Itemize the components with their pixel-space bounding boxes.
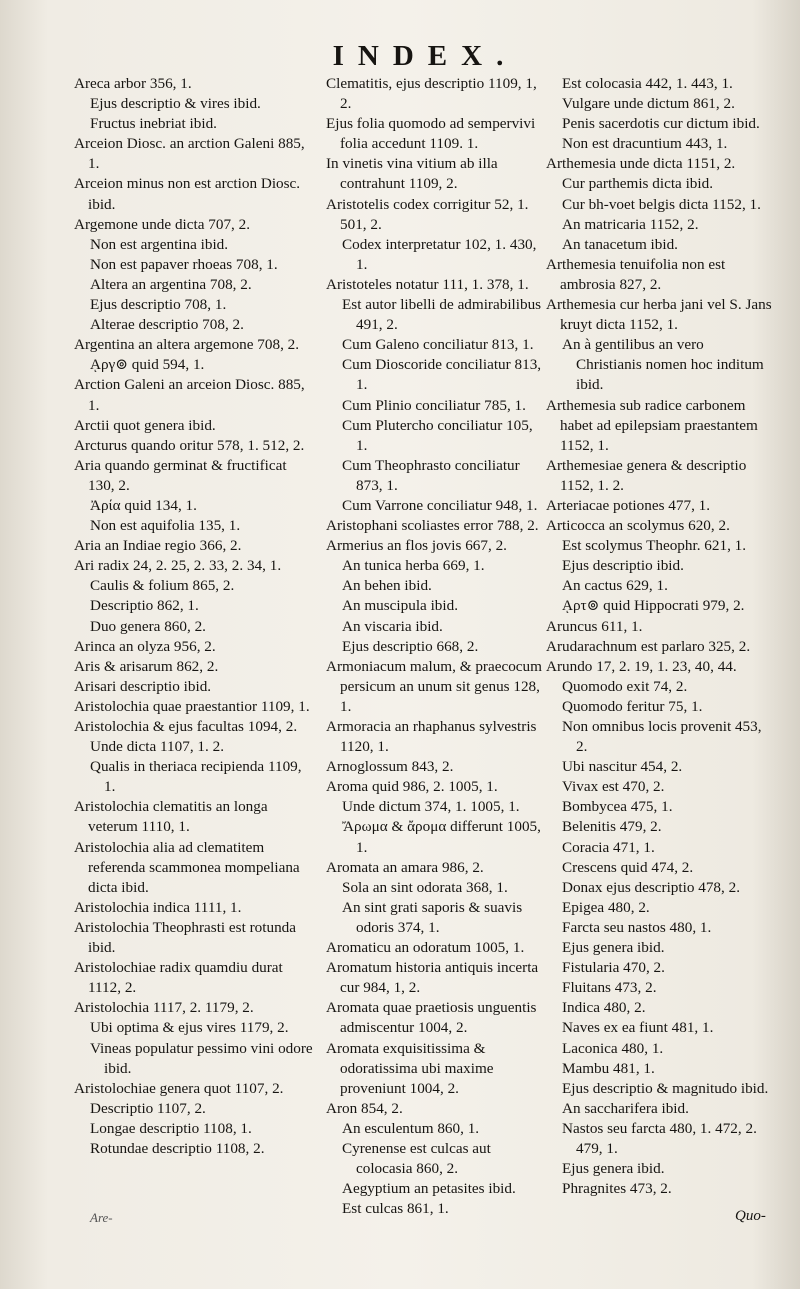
index-entry: Indica 480, 2. bbox=[562, 999, 646, 1017]
index-entry: In vinetis vina vitium ab illa contrahunt 1109, 2. bbox=[326, 155, 498, 193]
index-entry: An tunica herba 669, 1. bbox=[342, 557, 485, 575]
index-entry: Clematitis, ejus descriptio 1109, 1, 2. bbox=[326, 75, 537, 113]
index-entry: Armoniacum malum, & praecocum persicum an unum sit genus 128, 1. bbox=[326, 657, 542, 715]
index-entry: Arudarachnum est parlaro 325, 2. bbox=[546, 637, 751, 655]
index-entry: Alterae descriptio 708, 2. bbox=[90, 316, 244, 334]
index-entry: Argentina an altera argemone 708, 2. bbox=[74, 336, 300, 354]
index-entry: Cum Theophrasto conciliatur 873, 1. bbox=[342, 456, 520, 494]
index-entry: Phragnites 473, 2. bbox=[562, 1180, 672, 1198]
index-entry: Arundo 17, 2. 19, 1. 23, 40, 44. bbox=[546, 657, 737, 675]
index-entry: Aron 854, 2. bbox=[326, 1099, 403, 1117]
index-entry: Ejus folia quomodo ad sempervivi folia accedunt 1109. 1. bbox=[326, 115, 536, 153]
index-entry: Arinca an olyza 956, 2. bbox=[74, 637, 216, 655]
index-entry: Nastos seu farcta 480, 1. 472, 2. 479, 1. bbox=[562, 1119, 757, 1157]
index-entry: Ejus genera ibid. bbox=[562, 1160, 665, 1178]
index-entry: Fistularia 470, 2. bbox=[562, 959, 665, 977]
index-entry: Quomodo exit 74, 2. bbox=[562, 677, 688, 695]
index-entry: An behen ibid. bbox=[342, 577, 432, 595]
index-entry: ᾼρτ⊚ quid Hippocrati 979, 2. bbox=[562, 597, 745, 615]
index-entry: Aristolochia 1117, 2. 1179, 2. bbox=[74, 999, 254, 1017]
index-entry: Unde dictum 374, 1. 1005, 1. bbox=[342, 798, 520, 816]
index-entry: Aristolochia quae praestantior 1109, 1. bbox=[74, 697, 310, 715]
index-entry: Ejus genera ibid. bbox=[562, 939, 665, 957]
index-entry: Arthemesiae genera & descriptio 1152, 1. 2. bbox=[546, 456, 747, 494]
index-entry: Ari radix 24, 2. 25, 2. 33, 2. 34, 1. bbox=[74, 557, 282, 575]
index-entry: Arthemesia tenuifolia non est ambrosia 827, 2. bbox=[546, 255, 726, 293]
index-entry: Epigea 480, 2. bbox=[562, 898, 650, 916]
index-column-2 bbox=[326, 74, 542, 1219]
index-entry: Est scolymus Theophr. 621, 1. bbox=[562, 537, 747, 555]
index-entry: Aruncus 611, 1. bbox=[546, 617, 643, 635]
index-entry: Ejus descriptio 668, 2. bbox=[342, 637, 479, 655]
index-entry: Vulgare unde dictum 861, 2. bbox=[562, 95, 735, 113]
index-entry: Quomodo feritur 75, 1. bbox=[562, 697, 703, 715]
index-column-3 bbox=[546, 74, 772, 1199]
index-entry: Cur parthemis dicta ibid. bbox=[562, 175, 713, 193]
index-entry: Crescens quid 474, 2. bbox=[562, 858, 694, 876]
index-entry: Arction Galeni an arceion Diosc. 885, 1. bbox=[74, 376, 305, 414]
index-entry: Donax ejus descriptio 478, 2. bbox=[562, 878, 741, 896]
index-entry: Aria quando germinat & fructificat 130, 2. bbox=[74, 456, 287, 494]
index-entry: Aroma quid 986, 2. 1005, 1. bbox=[326, 778, 498, 796]
index-entry: Ejus descriptio & magnitudo ibid. bbox=[562, 1079, 769, 1097]
index-entry: Farcta seu nastos 480, 1. bbox=[562, 918, 712, 936]
index-entry: Penis sacerdotis cur dictum ibid. bbox=[562, 115, 760, 133]
index-entry: Aristolochia & ejus facultas 1094, 2. bbox=[74, 718, 298, 735]
index-entry: Aristolochia clematitis an longa veterum 1110, 1. bbox=[74, 798, 268, 836]
index-entry: Aromaticu an odoratum 1005, 1. bbox=[326, 939, 525, 957]
index-entry: Arceion minus non est arction Diosc. ibid. bbox=[74, 175, 301, 213]
index-entry: Cum Dioscoride conciliatur 813, 1. bbox=[342, 356, 542, 394]
index-entry: Qualis in theriaca recipienda 1109, 1. bbox=[90, 758, 302, 796]
index-entry: Cur bh-voet belgis dicta 1152, 1. bbox=[562, 195, 761, 213]
index-entry: Aris & arisarum 862, 2. bbox=[74, 657, 219, 675]
index-entry: Aristolochiae radix quamdiu durat 1112, 2. bbox=[74, 959, 283, 997]
index-entry: Aristolochia indica 1111, 1. bbox=[74, 898, 242, 916]
index-entry: Ἄρωμα & ἄρομα differunt 1005, 1. bbox=[342, 818, 541, 856]
index-entry: Arthemesia sub radice carbonem habet ad epilepsiam praestantem 1152, 1. bbox=[546, 396, 758, 454]
index-entry: An à gentilibus an vero Christianis nomen hoc inditum ibid. bbox=[562, 336, 764, 394]
index-entry: Caulis & folium 865, 2. bbox=[90, 577, 235, 595]
index-entry: Arthemesia unde dicta 1151, 2. bbox=[546, 155, 736, 173]
page-header: INDEX. bbox=[332, 40, 518, 72]
index-entry: Arisari descriptio ibid. bbox=[74, 677, 212, 695]
index-entry: Duo genera 860, 2. bbox=[90, 617, 206, 635]
index-entry: Argemone unde dicta 707, 2. bbox=[74, 215, 251, 233]
index-entry: Aristotelis codex corrigitur 52, 1. 501, 2. bbox=[326, 195, 529, 233]
index-entry: An sint grati saporis & suavis odoris 374, 1. bbox=[342, 898, 523, 936]
index-entry: Armoracia an rhaphanus sylvestris 1120, 1. bbox=[326, 718, 537, 756]
index-entry: Cyrenense est culcas aut colocasia 860, 2. bbox=[342, 1139, 491, 1178]
index-entry: Cum Plinio conciliatur 785, 1. bbox=[342, 396, 526, 414]
index-entry: Non est dracuntium 443, 1. bbox=[562, 135, 728, 153]
index-entry: Ubi nascitur 454, 2. bbox=[562, 758, 683, 776]
index-entry: Ubi optima & ejus vires 1179, 2. bbox=[90, 1019, 289, 1037]
index-entry: Aristolochiae genera quot 1107, 2. bbox=[74, 1079, 284, 1097]
index-entry: Aristolochia Theophrasti est rotunda ibid. bbox=[74, 918, 296, 957]
index-entry: Sola an sint odorata 368, 1. bbox=[342, 878, 508, 896]
index-entry: Laconica 480, 1. bbox=[562, 1039, 664, 1057]
index-entry: An cactus 629, 1. bbox=[562, 577, 668, 595]
index-entry: Belenitis 479, 2. bbox=[562, 818, 662, 836]
index-entry: An esculentum 860, 1. bbox=[342, 1119, 480, 1137]
index-entry: Vivax est 470, 2. bbox=[562, 778, 665, 796]
index-entry: Unde dicta 1107, 1. 2. bbox=[90, 738, 224, 756]
index-entry: Aromata an amara 986, 2. bbox=[326, 858, 484, 876]
index-entry: Aromata exquisitissima & odoratissima ubi maxime proveniunt 1004, 2. bbox=[326, 1039, 494, 1097]
index-entry: Aria an Indiae regio 366, 2. bbox=[74, 537, 242, 555]
index-entry: Descriptio 1107, 2. bbox=[90, 1099, 206, 1117]
index-entry: Aegyptium an petasites ibid. bbox=[342, 1180, 516, 1198]
catchword-left: Are- bbox=[90, 1210, 113, 1225]
index-entry: An matricaria 1152, 2. bbox=[562, 215, 699, 233]
index-entry: Bombycea 475, 1. bbox=[562, 798, 673, 816]
index-entry: Est colocasia 442, 1. 443, 1. bbox=[562, 75, 733, 92]
index-entry: Cum Galeno conciliatur 813, 1. bbox=[342, 336, 534, 354]
index-entry: Cum Varrone conciliatur 948, 1. bbox=[342, 496, 538, 514]
index-entry: Arthemesia cur herba jani vel S. Jans kruyt dicta 1152, 1. bbox=[546, 296, 772, 334]
index-entry: Articocca an scolymus 620, 2. bbox=[546, 517, 730, 535]
index-entry: Altera an argentina 708, 2. bbox=[90, 275, 252, 293]
index-entry: Est culcas 861, 1. bbox=[342, 1200, 449, 1218]
index-entry: Non est aquifolia 135, 1. bbox=[90, 517, 241, 535]
index-entry: Longae descriptio 1108, 1. bbox=[90, 1119, 252, 1137]
index-entry: Ejus descriptio ibid. bbox=[562, 557, 684, 575]
index-entry: Aromatum historia antiquis incerta cur 984, 1, 2. bbox=[326, 959, 539, 997]
index-entry: Aromata quae praetiosis unguentis admiscentur 1004, 2. bbox=[326, 999, 537, 1037]
index-entry: Rotundae descriptio 1108, 2. bbox=[90, 1139, 265, 1157]
catchword: Quo- bbox=[735, 1208, 766, 1224]
index-entry: Arteriacae potiones 477, 1. bbox=[546, 496, 711, 514]
index-entry: Ἀρία quid 134, 1. bbox=[90, 496, 197, 514]
index-entry: Cum Plutercho conciliatur 105, 1. bbox=[342, 416, 533, 454]
index-entry: Fructus inebriat ibid. bbox=[90, 115, 217, 133]
index-entry: Arctii quot genera ibid. bbox=[74, 416, 216, 434]
index-entry: An viscaria ibid. bbox=[342, 617, 443, 635]
index-entry: Ejus descriptio & vires ibid. bbox=[90, 95, 261, 113]
index-entry: Ejus descriptio 708, 1. bbox=[90, 296, 227, 314]
index-entry: ᾼργ⊚ quid 594, 1. bbox=[90, 356, 205, 374]
index-entry: Fluitans 473, 2. bbox=[562, 979, 657, 997]
index-entry: Arcturus quando oritur 578, 1. 512, 2. bbox=[74, 436, 305, 454]
index-entry: Codex interpretatur 102, 1. 430, 1. bbox=[342, 235, 537, 273]
index-entry: Coracia 471, 1. bbox=[562, 838, 655, 856]
index-entry: Areca arbor 356, 1. bbox=[74, 75, 192, 92]
index-entry: Non omnibus locis provenit 453, 2. bbox=[562, 718, 762, 756]
index-entry: An saccharifera ibid. bbox=[562, 1099, 689, 1117]
index-entry: Arceion Diosc. an arction Galeni 885, 1. bbox=[74, 135, 305, 173]
index-entry: Mambu 481, 1. bbox=[562, 1059, 655, 1077]
index-entry: Arnoglossum 843, 2. bbox=[326, 758, 454, 776]
index-entry: Aristophani scoliastes error 788, 2. bbox=[326, 517, 539, 535]
index-entry: Vineas populatur pessimo vini odore ibid. bbox=[90, 1039, 313, 1077]
index-entry: Aristoteles notatur 111, 1. 378, 1. bbox=[326, 275, 529, 293]
index-entry: An tanacetum ibid. bbox=[562, 235, 678, 253]
index-entry: Naves ex ea fiunt 481, 1. bbox=[562, 1019, 714, 1037]
index-entry: Aristolochia alia ad clematitem referenda scammonea mompeliana dicta ibid. bbox=[74, 838, 300, 896]
index-entry: Non est papaver rhoeas 708, 1. bbox=[90, 255, 278, 273]
index-entry: Armerius an flos jovis 667, 2. bbox=[326, 537, 507, 555]
index-entry: Est autor libelli de admirabilibus 491, 2. bbox=[342, 296, 542, 334]
index-column-1 bbox=[74, 74, 314, 1159]
index-entry: An muscipula ibid. bbox=[342, 597, 459, 615]
index-entry: Descriptio 862, 1. bbox=[90, 597, 199, 615]
index-entry: Non est argentina ibid. bbox=[90, 235, 229, 253]
